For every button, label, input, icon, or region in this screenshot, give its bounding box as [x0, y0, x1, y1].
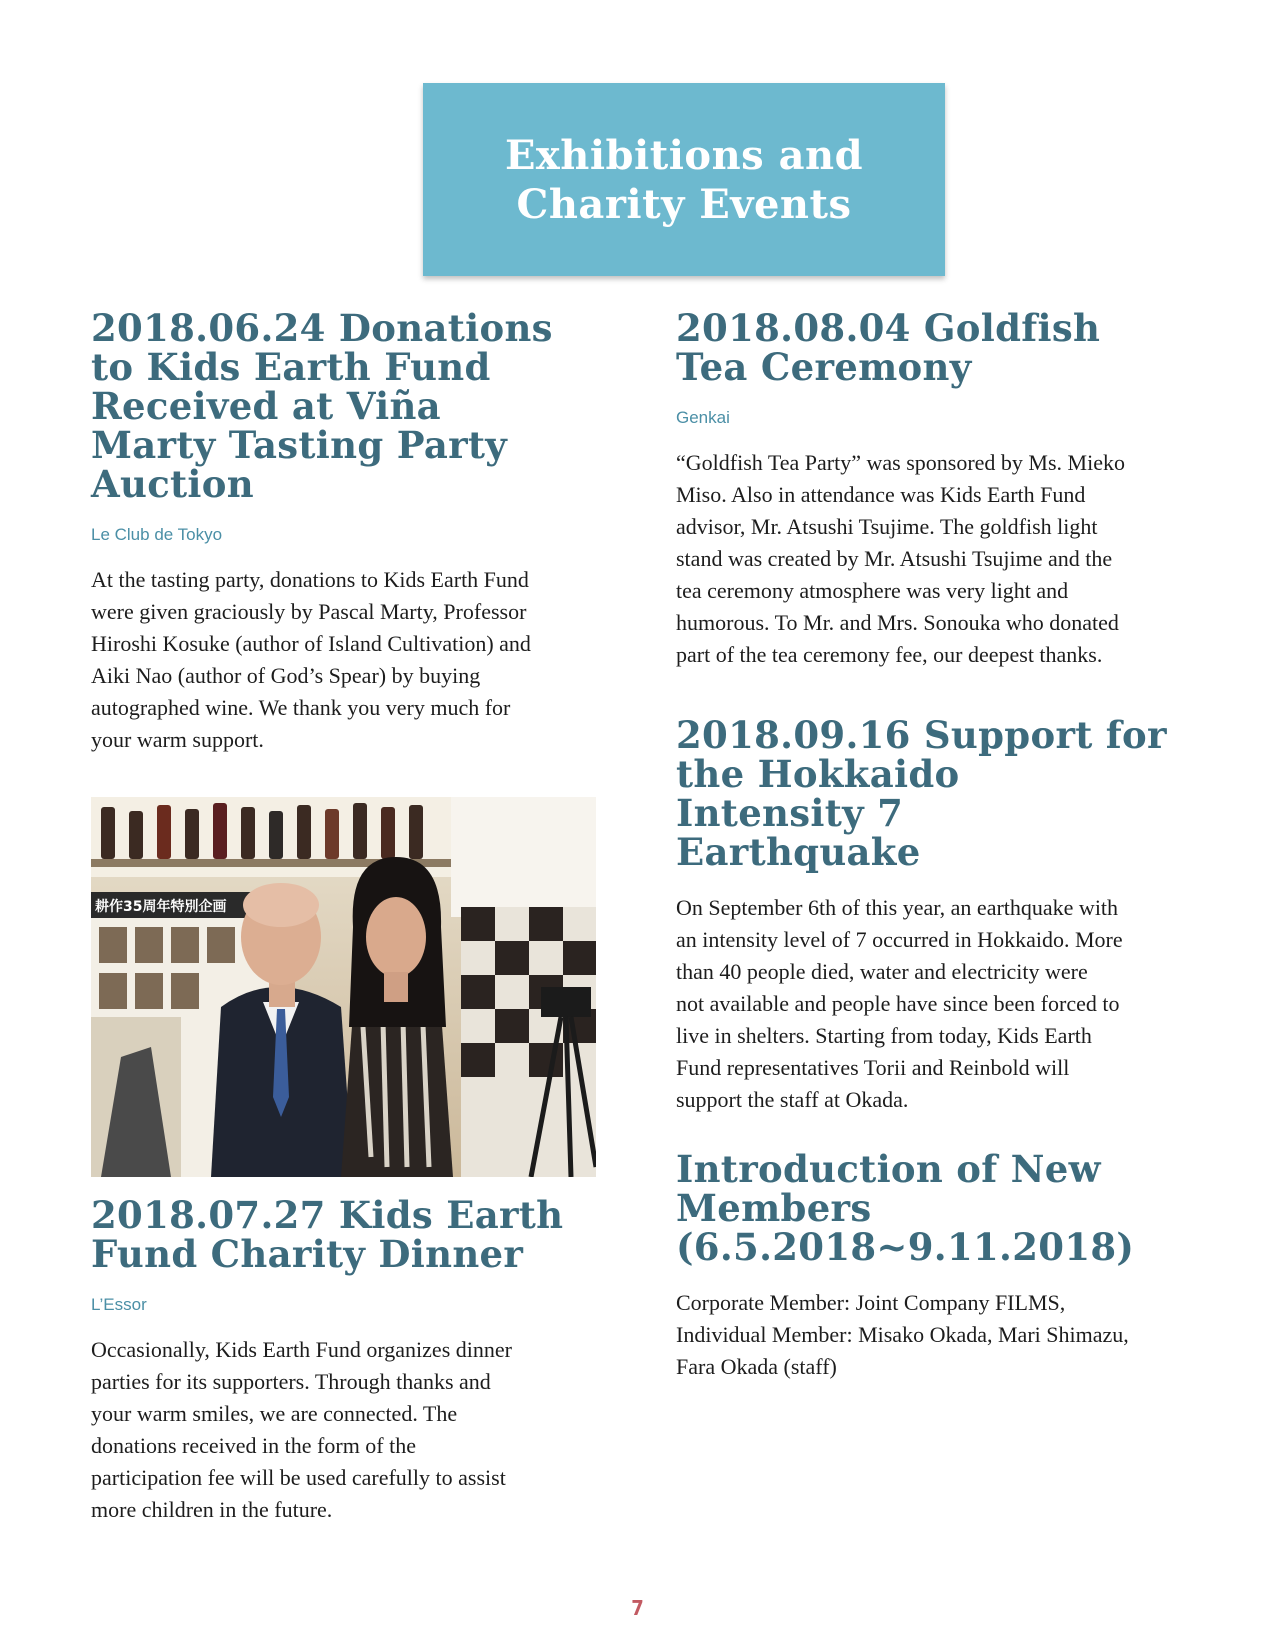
- banner-title: [505, 131, 863, 229]
- heading-line: to Kids Earth Fund: [91, 345, 491, 389]
- article-venue: L’Essor: [91, 1295, 147, 1314]
- photo-illustration: [91, 797, 596, 1177]
- body-line: your warm support.: [91, 727, 264, 752]
- body-line: an intensity level of 7 occurred in Hokkaido. More: [676, 927, 1123, 952]
- heading-line: Earthquake: [676, 830, 921, 874]
- article-body: [676, 1287, 1196, 1383]
- banner-title-line-2: Charity Events: [516, 180, 852, 228]
- body-line: than 40 people died, water and electricity were: [676, 959, 1088, 984]
- body-line: live in shelters. Starting from today, Kids Earth: [676, 1023, 1092, 1048]
- article-heading: [91, 1193, 601, 1276]
- heading-line: 2018.09.16 Support for: [676, 713, 1167, 757]
- body-line: tea ceremony atmosphere was very light and: [676, 578, 1069, 603]
- body-line: Occasionally, Kids Earth Fund organizes dinner: [91, 1337, 512, 1362]
- heading-line: (6.5.2018~9.11.2018): [676, 1225, 1135, 1269]
- article-new-members: [676, 1147, 1196, 1383]
- body-line: donations received in the form of the: [91, 1433, 417, 1458]
- article-heading: [676, 713, 1196, 874]
- heading-line: Tea Ceremony: [676, 345, 972, 389]
- body-line: Fara Okada (staff): [676, 1354, 837, 1379]
- heading-line: 2018.07.27 Kids Earth: [91, 1193, 564, 1237]
- page-number: 7: [631, 1596, 644, 1620]
- article-body: [91, 1334, 601, 1526]
- body-line: not available and people have since been forced to: [676, 991, 1120, 1016]
- body-line: Corporate Member: Joint Company FILMS,: [676, 1290, 1066, 1315]
- article-body: [676, 892, 1196, 1116]
- body-line: autographed wine. We thank you very much for: [91, 695, 511, 720]
- heading-line: Fund Charity Dinner: [91, 1232, 524, 1276]
- article-heading: [91, 306, 601, 506]
- heading-line: Introduction of New: [676, 1147, 1101, 1191]
- article-heading: [676, 306, 1196, 389]
- article-venue: Genkai: [676, 408, 730, 427]
- heading-line: Received at Viña: [91, 384, 441, 428]
- body-line: more children in the future.: [91, 1497, 333, 1522]
- heading-line: Intensity 7: [676, 791, 904, 835]
- body-line: Miso. Also in attendance was Kids Earth Fund: [676, 482, 1086, 507]
- section-banner: [423, 83, 945, 276]
- body-line: humorous. To Mr. and Mrs. Sonouka who donated: [676, 610, 1119, 635]
- heading-line: 2018.06.24 Donations: [91, 306, 553, 350]
- heading-line: 2018.08.04 Goldfish: [676, 306, 1101, 350]
- body-line: parties for its supporters. Through thanks and: [91, 1369, 491, 1394]
- article-body: [91, 564, 601, 756]
- body-line: Hiroshi Kosuke (author of Island Cultivation) and: [91, 631, 531, 656]
- article-heading: [676, 1147, 1196, 1269]
- event-photo: [91, 797, 596, 1177]
- body-line: part of the tea ceremony fee, our deepest thanks.: [676, 642, 1103, 667]
- body-line: At the tasting party, donations to Kids Earth Fund: [91, 567, 529, 592]
- banner-title-line-1: Exhibitions and: [504, 131, 864, 179]
- article-venue: Le Club de Tokyo: [91, 525, 223, 544]
- heading-line: Auction: [91, 462, 254, 506]
- body-line: “Goldfish Tea Party” was sponsored by Ms. Mieko: [676, 450, 1125, 475]
- article-goldfish-tea: [676, 306, 1196, 671]
- heading-line: the Hokkaido: [676, 752, 960, 796]
- article-body: [676, 447, 1196, 671]
- body-line: Individual Member: Misako Okada, Mari Shimazu,: [676, 1322, 1129, 1347]
- article-hokkaido-earthquake: [676, 713, 1196, 1116]
- heading-line: Members: [676, 1186, 872, 1230]
- article-charity-dinner: [91, 1193, 601, 1526]
- body-line: support the staff at Okada.: [676, 1087, 909, 1112]
- body-line: Fund representatives Torii and Reinbold will: [676, 1055, 1070, 1080]
- poster-text: 耕作35周年特別企画: [95, 899, 227, 915]
- body-line: stand was created by Mr. Atsushi Tsujime and the: [676, 546, 1113, 571]
- body-line: On September 6th of this year, an earthquake with: [676, 895, 1119, 920]
- heading-line: Marty Tasting Party: [91, 423, 508, 467]
- body-line: participation fee will be used carefully to assist: [91, 1465, 506, 1490]
- body-line: your warm smiles, we are connected. The: [91, 1401, 458, 1426]
- article-vina-marty: [91, 306, 601, 756]
- body-line: were given graciously by Pascal Marty, Professor: [91, 599, 527, 624]
- body-line: advisor, Mr. Atsushi Tsujime. The goldfish light: [676, 514, 1098, 539]
- body-line: Aiki Nao (author of God’s Spear) by buying: [91, 663, 481, 688]
